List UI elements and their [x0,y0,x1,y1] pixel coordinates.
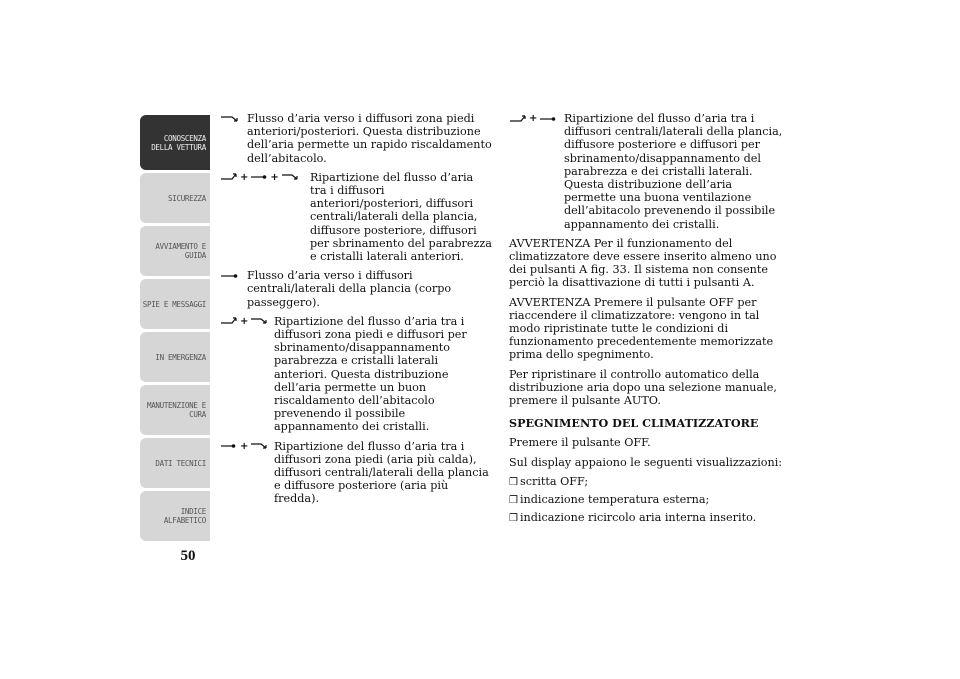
airflow-entry-face-feet [220,440,492,506]
airflow-feet-icon [220,112,240,125]
checkbox-bullet-icon: ❒ [509,476,518,488]
left-column [220,112,492,512]
list-item: ❒ indicazione ricircolo aria interna inserito. [509,511,757,525]
tab-conoscenza-della-vettura[interactable]: CONOSCENZA DELLA VETTURA [140,115,210,170]
airflow-entry-face [220,269,492,309]
airflow-defrost-face-icon: + [509,112,557,125]
right-column [509,112,784,529]
tab-dati-tecnici[interactable]: DATI TECNICI [140,438,210,488]
list-item: ❒ scritta OFF; [509,474,589,488]
tab-avviamento-e-guida[interactable]: AVVIAMENTO E GUIDA [140,226,210,276]
display-intro: Sul display appaiono le seguenti visualizzazioni: [509,455,783,469]
airflow-entry-defrost-face-feet [220,171,492,263]
tab-sicurezza[interactable]: SICUREZZA [140,173,210,223]
entry-text: Ripartizione del flusso d’aria tra i diffusori zona piedi (aria più calda), diffusori centrali/laterali della plancia e diffusore posteriore (aria più fredda). [274,439,489,506]
tab-indice-alfabetico[interactable]: INDICE ALFABETICO [140,491,210,541]
entry-text: Flusso d’aria verso i diffusori zona piedi anteriori/posteriori. Questa distribuzione dell’aria permette un rapido riscaldamento dell’abitacolo. [247,112,492,165]
airflow-face-feet-icon: + [220,440,268,453]
entry-text: Ripartizione del flusso d’aria tra i diffusori anteriori/posteriori, diffusori centrali/laterali della plancia, diffusore posteriore, diffusori per sbrinamento del parabrezza e cristalli laterali anteriori. [310,170,492,264]
airflow-defrost-feet-icon: + [220,315,268,328]
page-number: 50 [180,548,196,564]
entry-text: Ripartizione del flusso d’aria tra i diffusori zona piedi e diffusori per sbrinamento/disappannamento parabrezza e cristalli laterali anteriori. Questa distribuzione dell’aria permette un buon riscaldamento dell’abitacolo prevenendo il possibile appannamento dei cristalli. [274,314,467,434]
checkbox-bullet-icon: ❒ [509,513,518,525]
warning-paragraph: AVVERTENZA Premere il pulsante OFF per riaccendere il climatizzatore: vengono in tal modo ripristinate tutte le condizioni di funzionamento precedentemente memorizzate prima dello spegnimento. [509,295,774,362]
airflow-face-icon [220,269,240,282]
section-heading: SPEGNIMENTO DEL CLIMATIZZATORE [509,416,759,431]
off-paragraph: Premere il pulsante OFF. [509,436,651,450]
tab-manutenzione-e-cura[interactable]: MANUTENZIONE E CURA [140,385,210,435]
entry-text: Flusso d’aria verso i diffusori centrali/laterali della plancia (corpo passeggero). [247,269,452,309]
list-item: ❒ indicazione temperatura esterna; [509,493,710,507]
entry-text: Ripartizione del flusso d’aria tra i diffusori centrali/laterali della plancia, diffusore posteriore e diffusori per sbrinamento/disappannamento del parabrezza e dei cristalli laterali. Questa distribuzione dell’aria permette una buona ventilazione dell’abitacolo prevenendo il possibile appannamento dei cristalli. [564,112,783,231]
tab-spie-e-messaggi[interactable]: SPIE E MESSAGGI [140,279,210,329]
warning-paragraph: AVVERTENZA Per il funzionamento del climatizzatore deve essere inserito almeno uno dei pulsanti A fig. 33. Il sistema non consente perciò la disattivazione di tutti i pulsanti A. [509,236,777,290]
airflow-entry-defrost-feet [220,315,492,434]
airflow-entry-defrost-face [509,112,784,231]
airflow-entry-feet [220,112,492,165]
tab-in-emergenza[interactable]: IN EMERGENZA [140,332,210,382]
restore-auto-paragraph: Per ripristinare il controllo automatico della distribuzione aria dopo una selezione manuale, premere il pulsante AUTO. [509,367,777,408]
airflow-defrost-face-feet-icon: + + [220,171,299,184]
checkbox-bullet-icon: ❒ [509,495,518,507]
